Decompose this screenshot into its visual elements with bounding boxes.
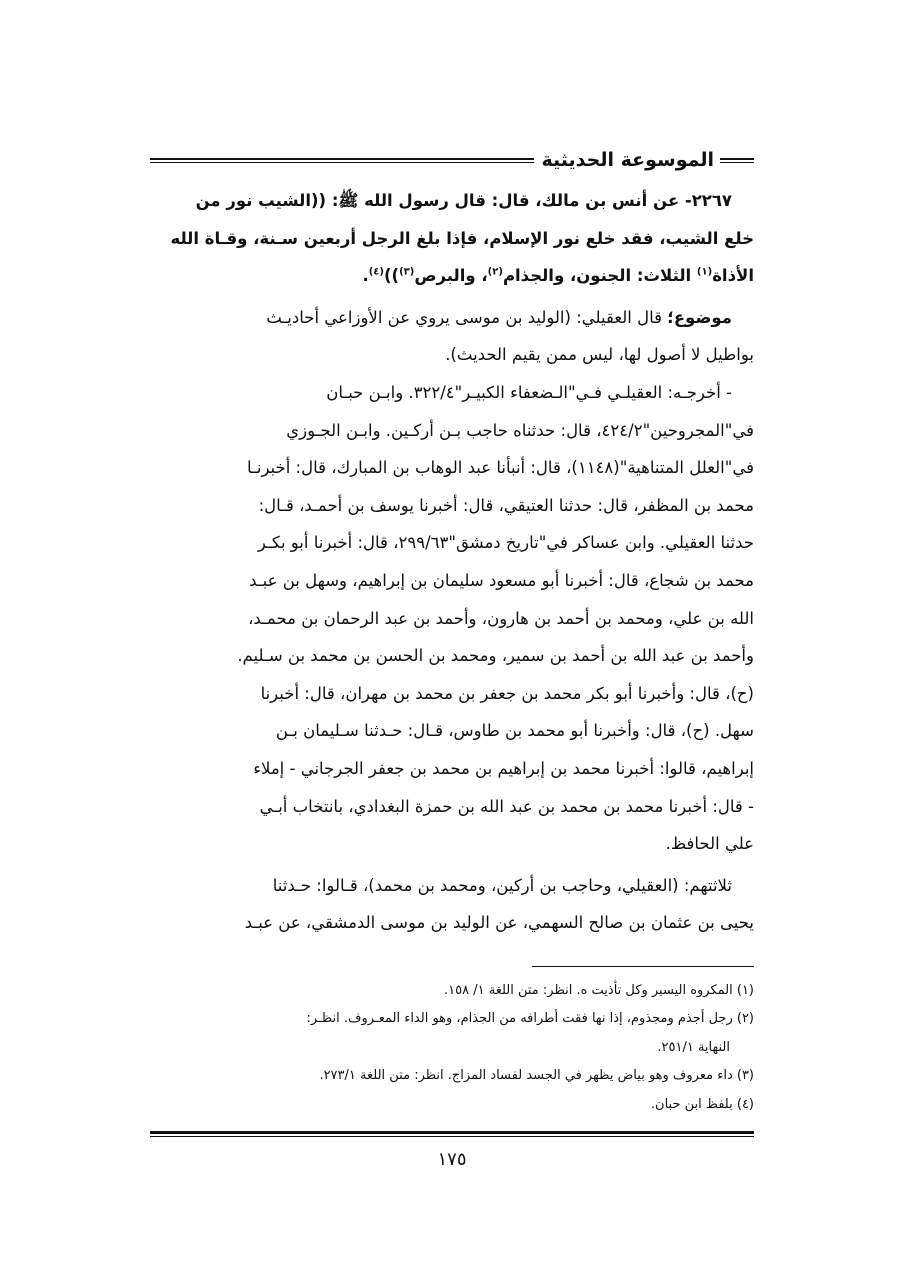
takhrij-line: في"العلل المتناهية"(١١٤٨)، قال: أنبأنا عبد الوهاب بن المبارك، قال: أخبرنـا (246, 458, 754, 478)
takhrij-line: محمد بن شجاع، قال: أخبرنا أبو مسعود سليمان بن إبراهيم، وسهل بن عبـد (249, 570, 754, 590)
takhrij-line: علي الحافظ. (665, 834, 754, 854)
hadith-text-segment: . (362, 266, 369, 286)
verdict-block (150, 299, 754, 374)
hadith-text (150, 182, 754, 295)
chain-block (150, 867, 754, 942)
running-header (150, 138, 754, 182)
footer-rule (150, 1131, 754, 1137)
footnote-marker: (١) (696, 266, 713, 278)
takhrij-line: سهل. (ح)، قال: وأخبرنا أبو محمد بن طاوس، قـال: حـدثنا سـليمان بـن (275, 721, 754, 741)
footnote-separator (532, 966, 754, 967)
hadith-line: ٢٢٦٧- عن أنس بن مالك، قال: قال رسول الله ﷺ: ((الشيب نور من (195, 191, 732, 210)
takhrij-line: في"المجروحين"٤٢٤/٢، قال: حدثناه حاجب بـن أركـين. وابـن الجـوزي (286, 420, 754, 440)
hadith-line: خلع الشيب، فقد خلع نور الإسلام، فإذا بلغ الرجل أربعين سـنة، وقـاة الله (170, 228, 754, 248)
takhrij-line: - أخرجـه: العقيلـي فـي"الـضعفاء الكبيـر"٣٢٢/٤. وابـن حبـان (326, 382, 732, 402)
footnote-marker: (٣) (399, 266, 415, 278)
footnote: (١) المكروه اليسير وكل تأذيت ه. انظر: متن اللغة ١/ ١٥٨. (444, 982, 754, 998)
header-title: الموسوعة الحديثية (541, 149, 714, 171)
chain-line: يحيى بن عثمان بن صالح السهمي، عن الوليد بن موسى الدمشقي، عن عبـد (244, 913, 754, 933)
hadith-line (150, 257, 754, 295)
takhrij-line: - قال: أخبرنا محمد بن محمد بن عبد الله بن حمزة البغدادي، بانتخاب أبـي (259, 796, 754, 816)
header-rule-left (150, 158, 534, 163)
footnote: (٢) رجل أجذم ومجذوم، إذا نها فقت أطرافه من الجذام، وهو الداء المعـروف. انظـر: (306, 1011, 754, 1027)
footnote: (٣) داء معروف وهو بياض يظهر في الجسد لفساد المزاج. انظر: متن اللغة ٢٧٣/١. (319, 1068, 754, 1084)
chain-line: ثلاثتهم: (العقيلي، وحاجب بن أركين، ومحمد بن محمد)، قـالوا: حـدثنا (272, 875, 732, 895)
takhrij-block (150, 374, 754, 863)
verdict-line (150, 299, 754, 337)
hadith-text-segment: )) (383, 266, 400, 286)
footnote-marker: (٤) (368, 266, 384, 278)
verdict-text: قال العقيلي: (الوليد بن موسى يروي عن الأوزاعي أحاديـث (266, 307, 668, 327)
page-number: ١٧٥ (437, 1149, 467, 1171)
hadith-text-segment: ، والبرص (414, 266, 488, 286)
takhrij-line: الله بن علي، ومحمد بن أحمد بن هارون، وأحمد بن عبد الرحمان بن محمـد، (248, 608, 754, 628)
footnote-continuation: النهاية ٢٥١/١. (657, 1039, 730, 1055)
takhrij-line: محمد بن المظفر، قال: حدثنا العتيقي، قال: أخبرنا يوسف بن أحمـد، قـال: (258, 495, 754, 515)
hadith-text-segment: الثلاث: الجنون، والجذام (502, 266, 697, 286)
takhrij-line: إبراهيم، قالوا: أخبرنا محمد بن إبراهيم بن محمد بن جعفر الجرجاني - إملاء (253, 758, 754, 778)
takhrij-line: (ح)، قال: وأخبرنا أبو بكر محمد بن جعفر بن محمد بن مهران، قال: أخبرنا (260, 683, 754, 703)
takhrij-line: حدثنا العقيلي. وابن عساكر في"تاريخ دمشق"٢٩٩/٦٣، قال: أخبرنا أبو بكـر (257, 533, 754, 553)
footnote: (٤) بلفظ ابن حبان. (650, 1096, 754, 1112)
book-page (150, 138, 754, 1170)
takhrij-line: وأحمد بن عبد الله بن أحمد بن سمير، ومحمد بن الحسن بن محمد بن سـليم. (237, 646, 754, 666)
header-rule-right (720, 158, 754, 163)
verdict-line: بواطيل لا أصول لها، ليس ممن يقيم الحديث). (445, 345, 754, 365)
hadith-text-segment: الأذاة (712, 266, 754, 286)
footnote-marker: (٢) (487, 266, 503, 278)
footnotes (150, 977, 754, 1120)
verdict-label: موضوع؛ (667, 307, 732, 327)
